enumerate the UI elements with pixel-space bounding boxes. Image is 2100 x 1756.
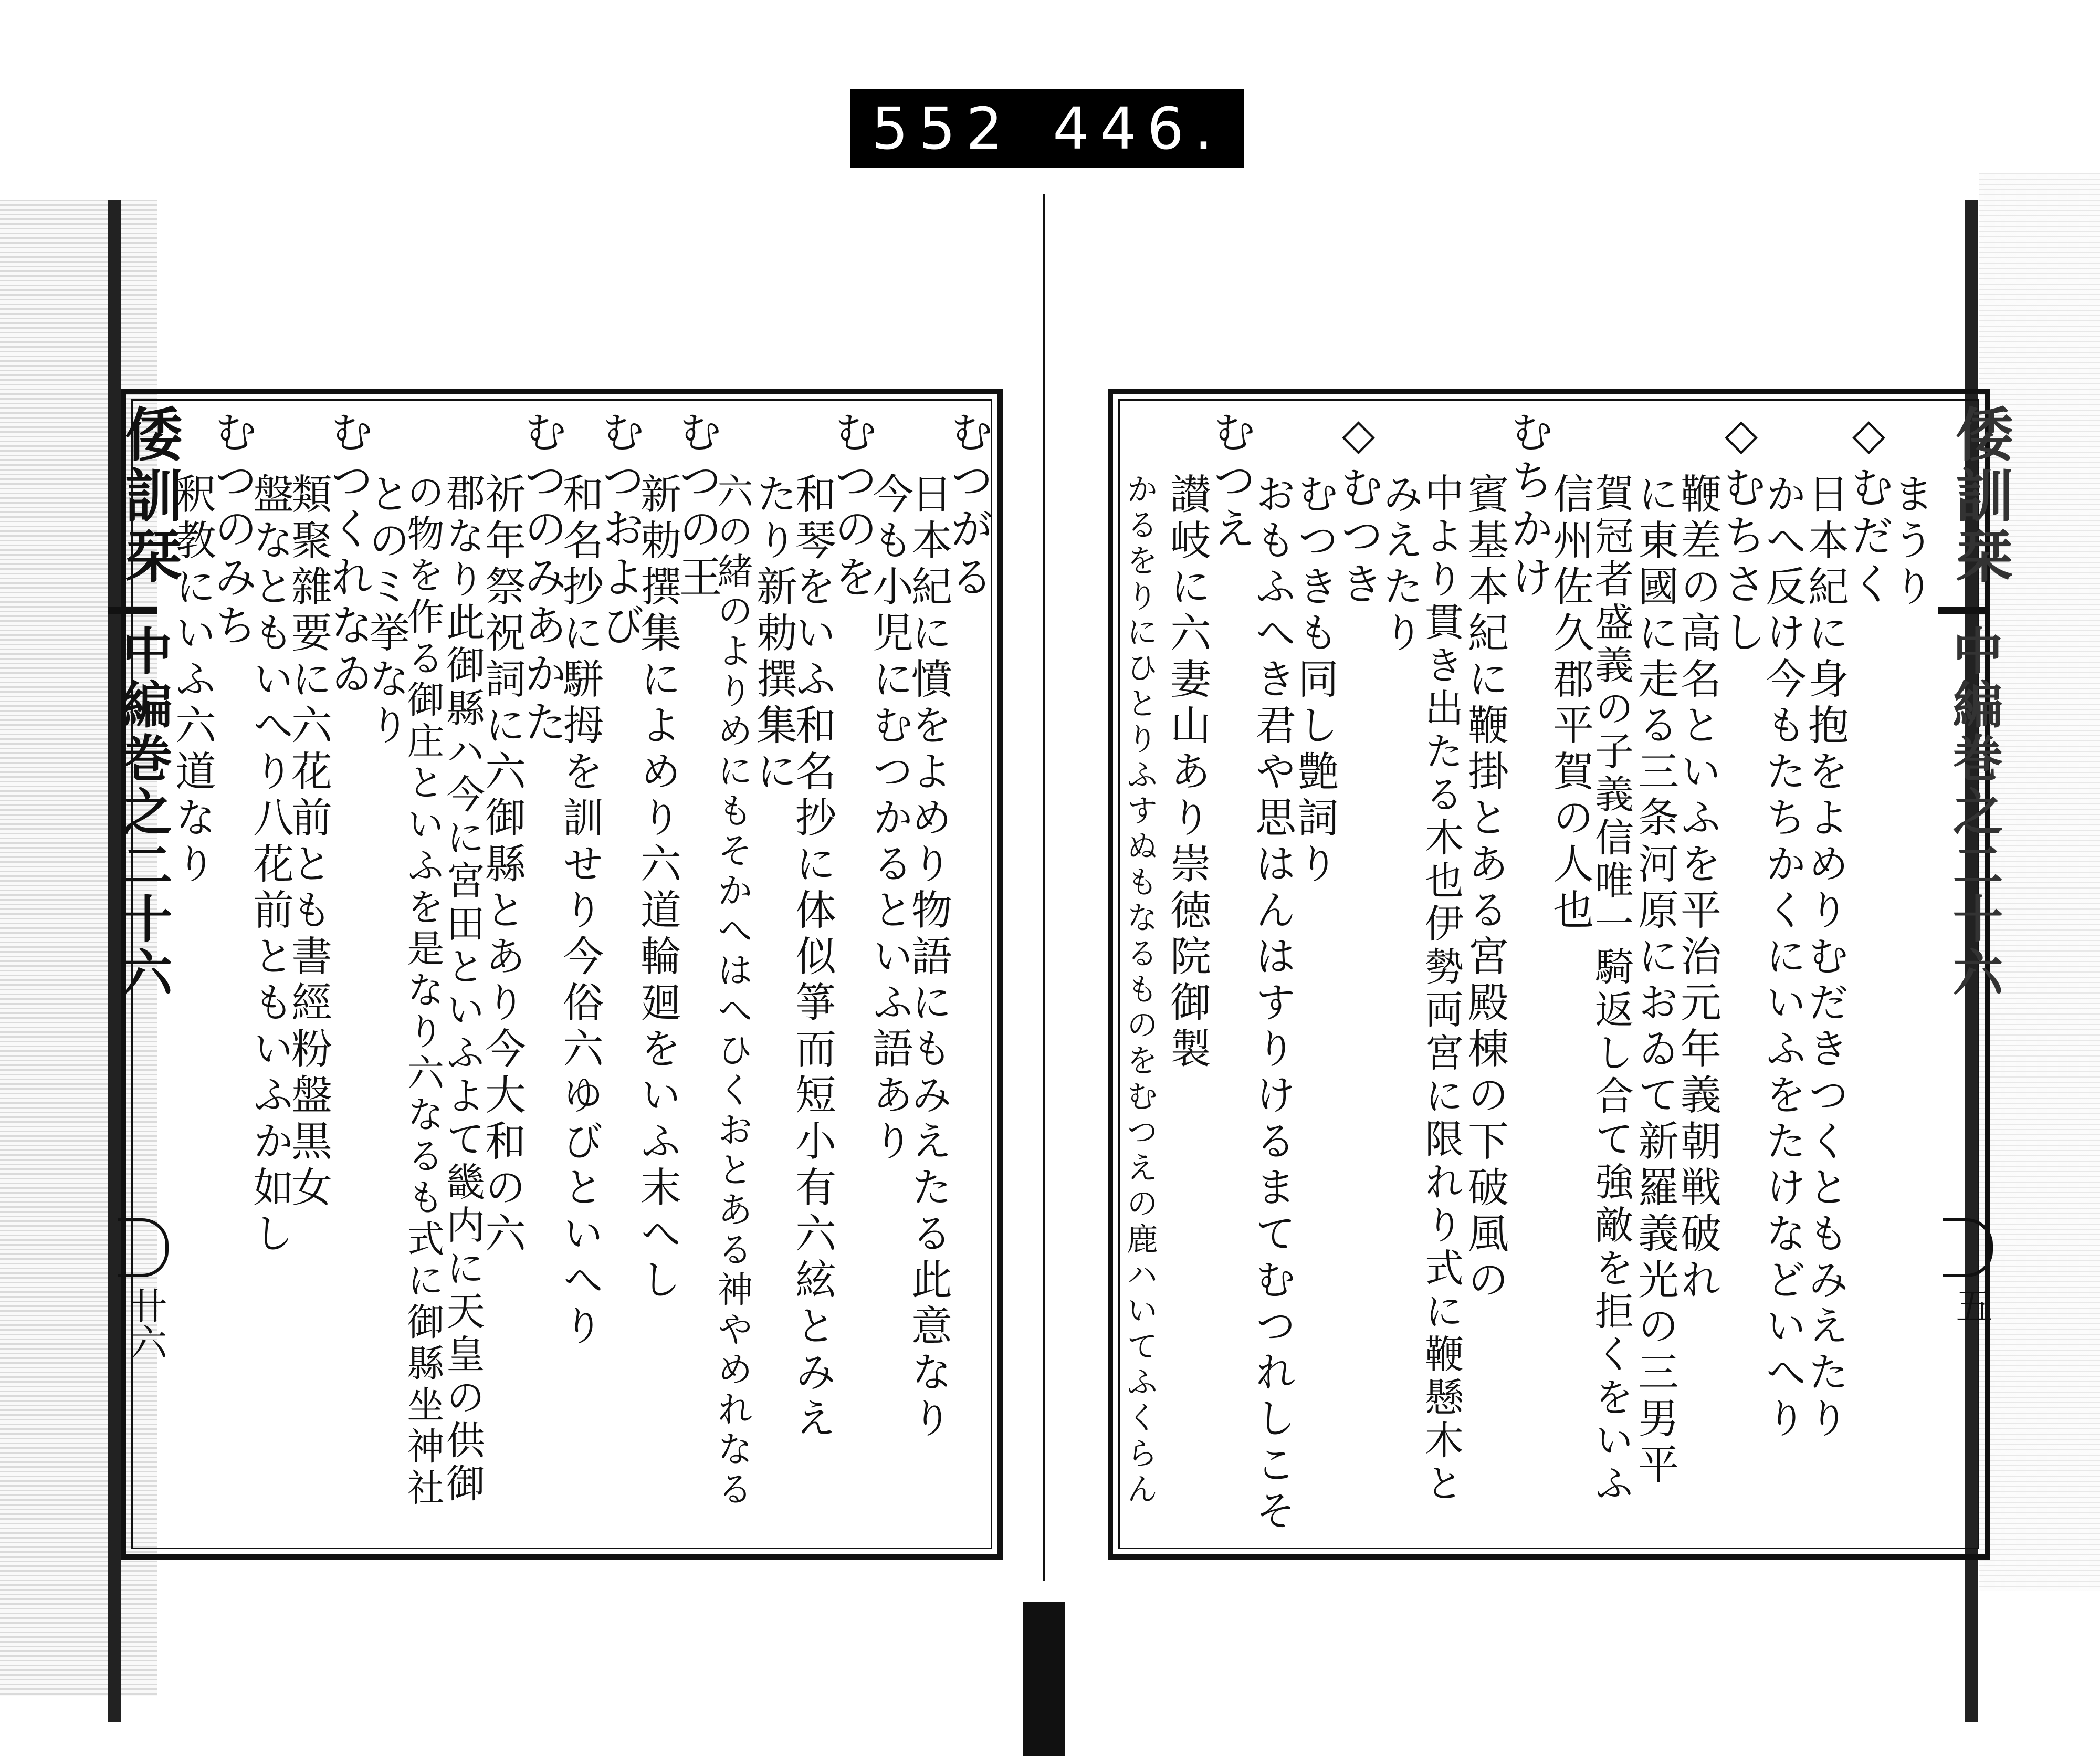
plate-right-number: 446. xyxy=(1053,95,1223,162)
right-page-column-head: ◇むちさし xyxy=(1716,410,1766,658)
right-page-column-body: みえたり xyxy=(1376,473,1423,657)
right-page-column-head: むちかけ xyxy=(1504,410,1553,603)
right-page-column-head: ◇むだく xyxy=(1844,410,1894,610)
left-section-title: 中編巻之二十六 xyxy=(114,625,173,1000)
left-page-column-body: 郡なり此御縣ハ今に宮田といふよて畿内に天皇の供御 xyxy=(440,473,485,1506)
left-folio-number: 卄六 xyxy=(124,1287,167,1360)
right-fold-mark xyxy=(1942,1218,1993,1277)
right-page-column-body: 賀冠者盛義の子義信唯一騎返し合て強敵を拒くをいふ xyxy=(1589,473,1634,1506)
left-page-column-body: 祈年祭祝詞に六御縣とあり今大和の六 xyxy=(478,473,526,1258)
plate-left-number: 552 xyxy=(872,95,1013,162)
right-page-column-body: 日本紀に身抱をよめりむだきつくともみえたり xyxy=(1801,473,1849,1443)
left-page-column-head: むつのみち xyxy=(207,410,257,651)
right-page-column-body: 中より貫き出たる木也伊勢両宮に限れり式に鞭懸木と xyxy=(1419,473,1464,1506)
left-page-column-body: 釈教にいふ六道なり xyxy=(169,473,216,889)
left-page-column-body: 六の緒のよりめにもそかへはへひくおとある神やめれなる xyxy=(711,473,753,1510)
right-page-column-head: ◇むつき xyxy=(1334,410,1383,610)
right-folio-number: 五 xyxy=(1950,1287,1993,1323)
book-spine xyxy=(1043,194,1045,1581)
left-page-column-body: 盤なともいへり八花前ともいふか如し xyxy=(246,473,293,1258)
right-page-column-body: に東國に走る三条河原におゐて新羅義光の三男平 xyxy=(1631,473,1678,1489)
left-book-title: 倭訓栞 xyxy=(116,404,183,587)
left-page-column-head: むつのみあかた xyxy=(517,410,567,748)
right-book-title: 倭訓栞 xyxy=(1946,404,2014,587)
left-page-column-head: むつの王 xyxy=(672,410,722,603)
right-page-column-body: むつきも同し艶詞り xyxy=(1291,473,1338,889)
right-page-column-body: かへ反け今もたちかくにいふをたけなどいへり xyxy=(1759,473,1806,1443)
right-section-title: 中編巻之二十六 xyxy=(1945,625,2004,1000)
right-page-column-body: おもふへき君や思はんはすりけるまてむつれしこそ xyxy=(1248,473,1296,1535)
left-page-column-body: 和琴をいふ和名抄に体似箏而短小有六絃とみえ xyxy=(789,473,836,1443)
right-page-column-body: 鞭差の高名といふを平治元年義朝戦破れ xyxy=(1674,473,1721,1304)
left-fold-mark xyxy=(118,1218,169,1277)
left-page-column-body: 日本紀に憤をよめり物語にもみえたる此意なり xyxy=(905,473,952,1443)
left-page-column-body: 今も小児にむつかるといふ語あり xyxy=(866,473,913,1166)
left-page-column-body: 新勅撰集によめり六道輪廻をいふ末へし xyxy=(634,473,681,1304)
left-page-column-body: 類聚雜要に六花前とも書經粉盤黒女 xyxy=(285,473,332,1212)
left-page-column-head: むつくれなゐ xyxy=(323,410,373,699)
right-page-column-body: 讃岐に六妻山あり崇徳院御製 xyxy=(1163,473,1211,1073)
left-page-column-body: とのミ挙なり xyxy=(362,473,410,750)
left-title-divider xyxy=(108,607,158,614)
catalog-number-plate xyxy=(850,89,1244,168)
right-page-column-body: 賓基本紀に鞭掛とある宮殿棟の下破風の xyxy=(1461,473,1508,1304)
right-page-column-head: むつえ xyxy=(1206,410,1256,555)
right-page-column-body: まうり xyxy=(1886,473,1934,611)
left-page-column-head: むつのを xyxy=(827,410,877,603)
spine-shadow xyxy=(1023,1602,1065,1756)
right-page-column-body: かるをりにひとりふすぬもなるものをむつえの鹿ハいてふくらん xyxy=(1121,473,1158,1508)
left-page-column-head: むつおよび xyxy=(595,410,645,651)
left-page-column-body: たり新勅撰集に xyxy=(750,473,797,796)
left-page-column-body: 和名抄に駢拇を訓せり今俗六ゆびといへり xyxy=(556,473,603,1351)
right-page-column-body: 信州佐久郡平賀の人也 xyxy=(1546,473,1593,935)
left-page-column-head: むつがる xyxy=(943,410,993,603)
left-page-column-body: の物を作る御庄といふを是なり六なるも式に御縣坐神社 xyxy=(401,473,445,1510)
right-title-divider xyxy=(1938,607,1988,614)
